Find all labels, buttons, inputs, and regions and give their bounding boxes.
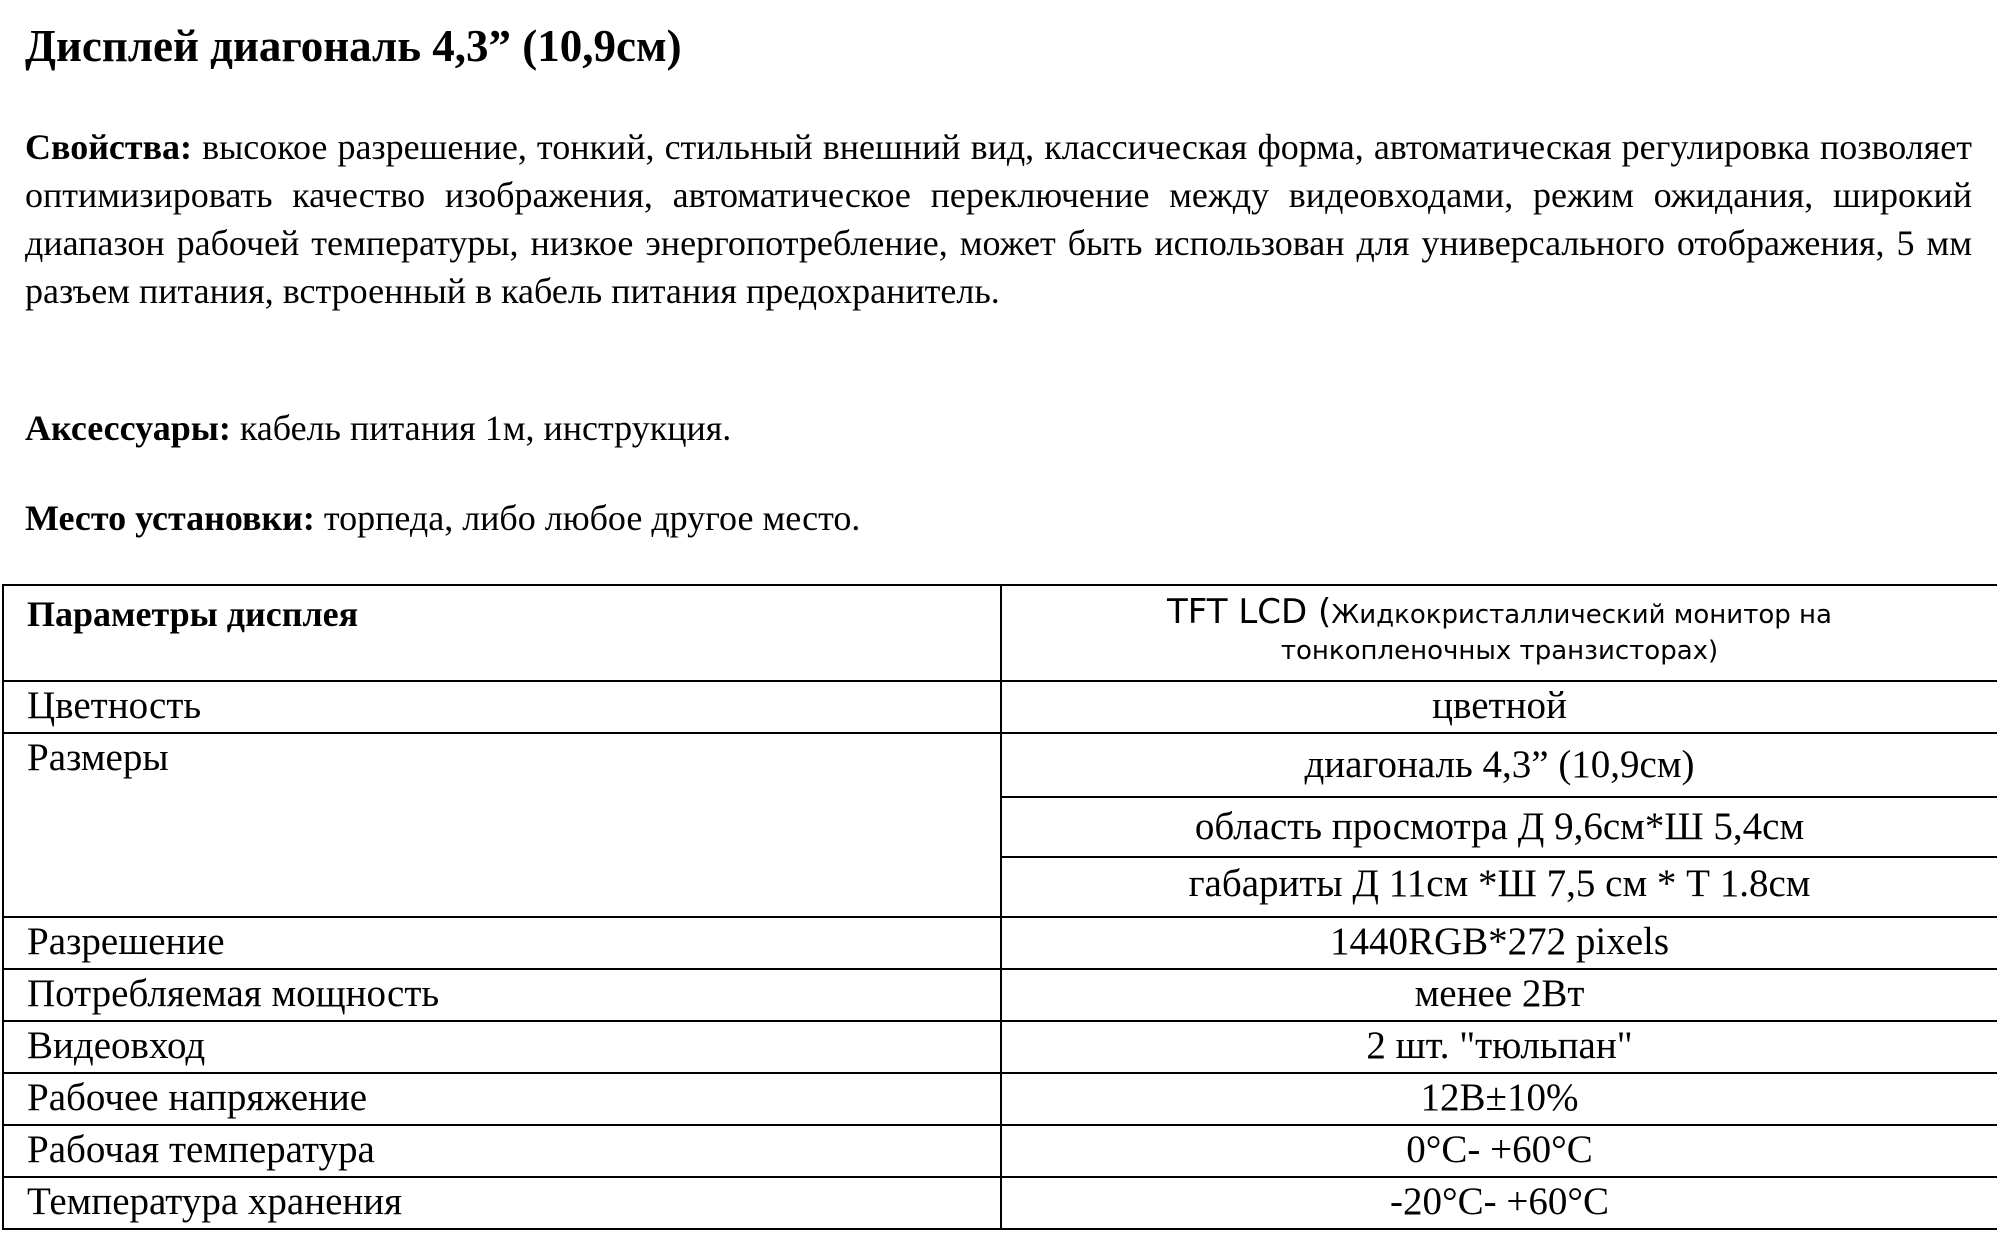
- installation-label: Место установки:: [25, 498, 315, 538]
- table-row-color: [3, 681, 1997, 733]
- installation-text: торпеда, либо любое другое место.: [314, 498, 861, 538]
- row-value-color: цветной: [1001, 681, 1997, 733]
- row-label: Температура хранения: [3, 1177, 1001, 1229]
- table-row: [3, 1125, 1997, 1177]
- properties-paragraph: [25, 123, 1972, 315]
- table-row: [3, 1021, 1997, 1073]
- row-value: -20°С- +60°С: [1001, 1177, 1997, 1229]
- table-row: [3, 1073, 1997, 1125]
- display-parameters-table: [2, 584, 1997, 1230]
- row-value: менее 2Вт: [1001, 969, 1997, 1021]
- row-value-size-diagonal: диагональ 4,3” (10,9см): [1001, 733, 1997, 797]
- header-value-main: TFT LCD (: [1167, 592, 1332, 632]
- row-value: 2 шт. "тюльпан": [1001, 1021, 1997, 1073]
- header-value-cell: [1001, 585, 1997, 681]
- properties-text: высокое разрешение, тонкий, стильный внешний вид, классическая форма, автоматическая регулировка позволяет оптимизировать качество изображения, автоматическое переключение между видеовходами, режим ожидания, широкий диапазон рабочей температуры, низкое энергопотребление, может быть использован для универсального отображения, 5 мм разъем питания, встроенный в кабель питания предохранитель.: [25, 127, 1972, 311]
- table-row-size: [3, 733, 1997, 797]
- row-value: 1440RGB*272 pixels: [1001, 917, 1997, 969]
- table-row: [3, 969, 1997, 1021]
- row-value-size-view-area: область просмотра Д 9,6см*Ш 5,4см: [1001, 797, 1997, 857]
- row-value: 12В±10%: [1001, 1073, 1997, 1125]
- installation-paragraph: [25, 494, 1972, 542]
- row-label: Рабочая температура: [3, 1125, 1001, 1177]
- accessories-text: кабель питания 1м, инструкция.: [230, 408, 732, 448]
- row-label: Разрешение: [3, 917, 1001, 969]
- row-label-color: Цветность: [3, 681, 1001, 733]
- properties-label: Свойства:: [25, 127, 193, 167]
- header-value-detail: Жидкокристаллический монитор на тонкопленочных транзисторах): [1280, 600, 1832, 666]
- row-label-size: Размеры: [3, 733, 1001, 917]
- table-row: [3, 917, 1997, 969]
- document-title: Дисплей диагональ 4,3” (10,9см): [25, 21, 682, 71]
- row-label: Рабочее напряжение: [3, 1073, 1001, 1125]
- row-label: Видеовход: [3, 1021, 1001, 1073]
- header-label-cell: Параметры дисплея: [3, 585, 1001, 681]
- row-value: 0°С- +60°С: [1001, 1125, 1997, 1177]
- table-header-row: [3, 585, 1997, 681]
- row-value-size-dimensions: габариты Д 11см *Ш 7,5 см * Т 1.8см: [1001, 857, 1997, 917]
- row-label: Потребляемая мощность: [3, 969, 1001, 1021]
- table-row: [3, 1177, 1997, 1229]
- accessories-label: Аксессуары:: [25, 408, 231, 448]
- accessories-paragraph: [25, 404, 1972, 452]
